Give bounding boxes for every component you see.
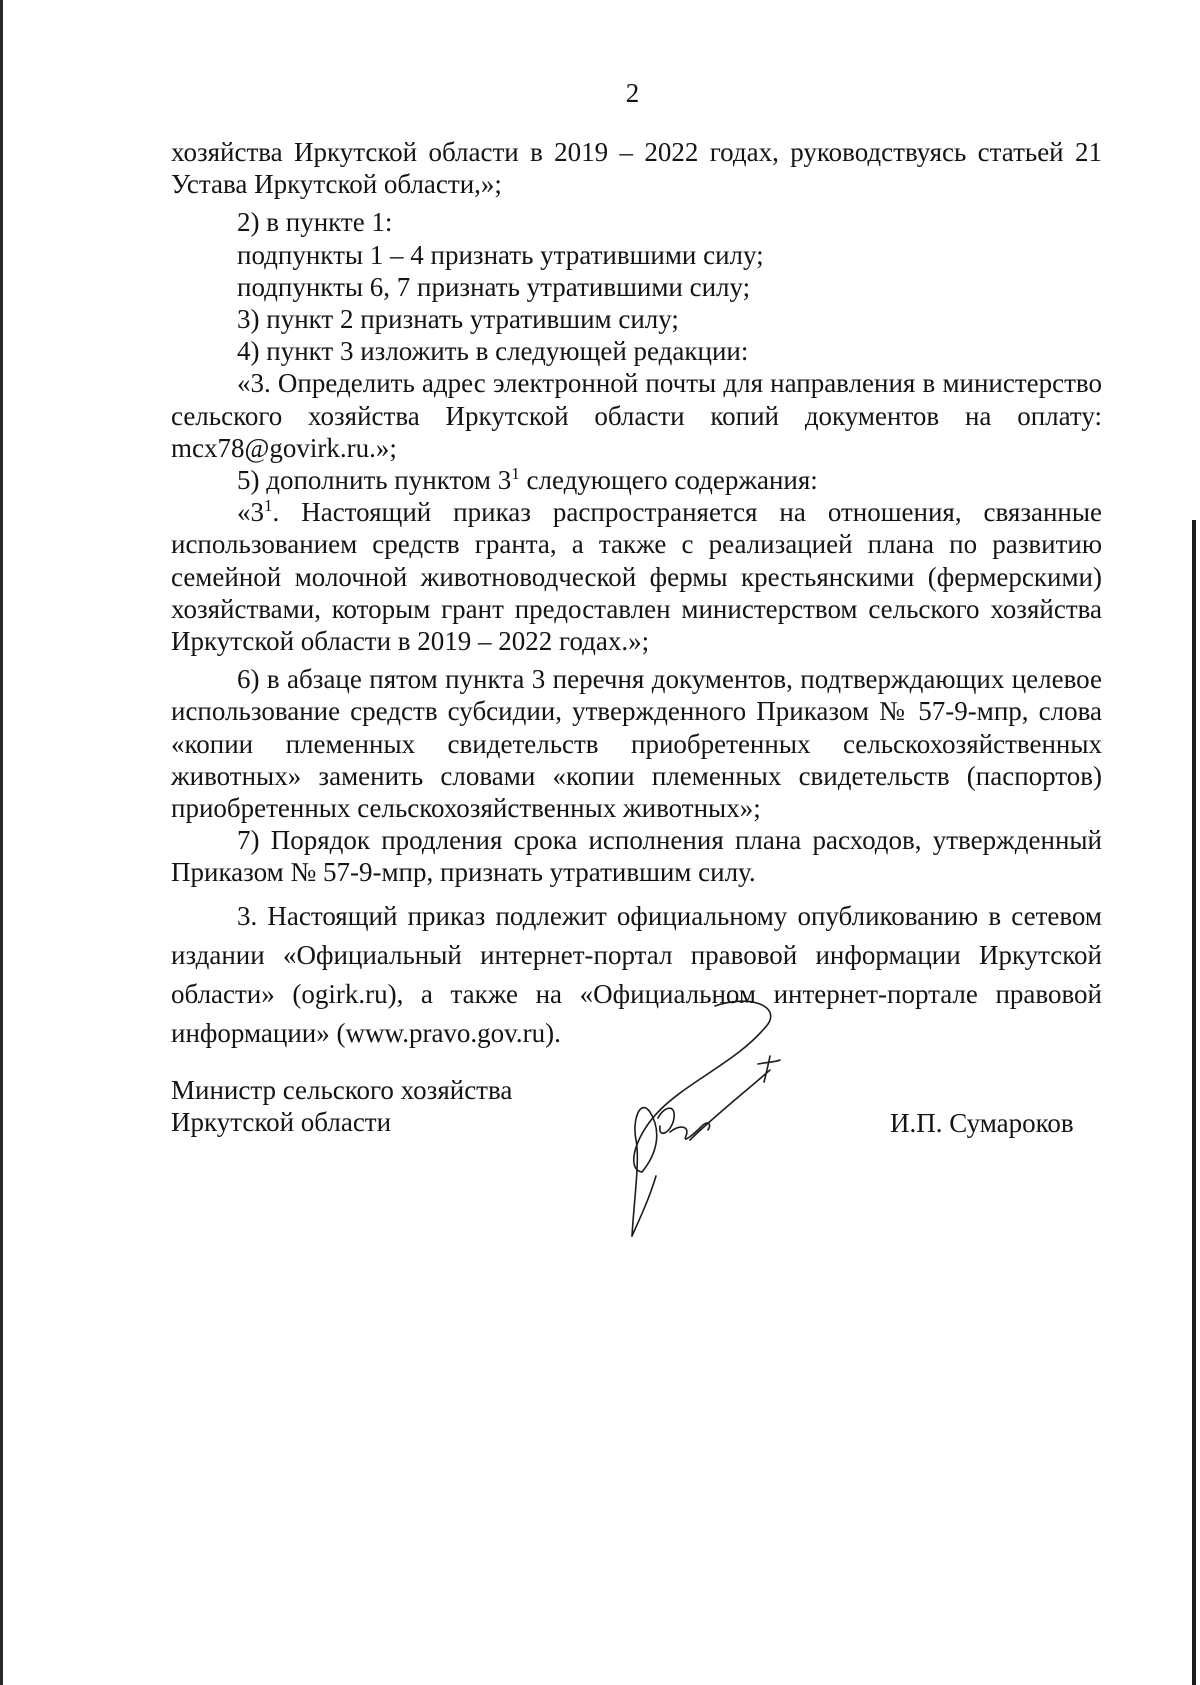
paragraph-3: подпункты 1 – 4 признать утратившими силу;	[237, 239, 764, 270]
paragraph-6: 4) пункт 3 изложить в следующей редакции:	[237, 336, 749, 367]
paragraph-7: «3. Определить адрес электронной почты для направления в министерство сельского хозяйства Иркутской области копий документов на оплату: mcx78@govirk.ru.»;	[171, 368, 1102, 463]
document-body	[171, 136, 1102, 1053]
superscript-mark: 1	[264, 496, 273, 516]
scan-edge-right	[1192, 520, 1196, 1685]
signatory-title-line-2: Иркутской области	[171, 1107, 392, 1137]
paragraph-9	[171, 496, 1102, 657]
signer-name: И.П. Сумароков	[890, 1108, 1074, 1138]
scan-edge-left	[0, 0, 3, 1685]
paragraph-11: 7) Порядок продления срока исполнения плана расходов, утвержденный Приказом № 57-9-мпр, признать утратившим силу.	[171, 825, 1102, 888]
paragraph-8	[171, 464, 1102, 496]
paragraph-8-text-start: 5) дополнить пунктом 3	[237, 465, 512, 496]
paragraph-8-text-end: следующего содержания:	[519, 465, 818, 496]
paragraph-12: 3. Настоящий приказ подлежит официальному опубликованию в сетевом издании «Официальный интернет-портал правовой информации Иркутской области» (ogirk.ru), а также на «Официальном интернет-портале правовой информации» (www.pravo.gov.ru).	[171, 900, 1102, 1048]
paragraph-4: подпункты 6, 7 признать утратившими силу;	[237, 271, 751, 302]
signatory-title	[171, 1074, 512, 1138]
signatory-title-line-1: Министр сельского хозяйства	[171, 1075, 513, 1105]
paragraph-10: 6) в абзаце пятом пункта 3 перечня документов, подтверждающих целевое использование средств субсидии, утвержденного Приказом № 57-9-мпр, слова «копии племенных свидетельств приобретенных сельскохозяйственных животных» заменить словами «копии племенных свидетельств (паспортов) приобретенных сельскохозяйственных животных»;	[171, 664, 1102, 824]
superscript-mark: 1	[511, 464, 520, 484]
paragraph-2: 2) в пункте 1:	[237, 207, 393, 238]
paragraph-9-text-end: . Настоящий приказ распространяется на отношения, связанные использованием средств гранта, а также с реализацией плана по развитию семейной молочной животноводческой фермы крестьянскими (фермерскими) хозяйствами, которым грант предоставлен министерством сельского хозяйства Иркутской области в 2019 – 2022 годах.»;	[171, 497, 1102, 657]
page-number: 2	[625, 78, 640, 108]
paragraph-1: хозяйства Иркутской области в 2019 – 2022 годах, руководствуясь статьей 21 Устава Иркутской области,»;	[171, 137, 1102, 200]
handwritten-signature	[620, 1000, 790, 1240]
paragraph-5: 3) пункт 2 признать утратившим силу;	[237, 304, 679, 335]
paragraph-9-text-start: «3	[237, 497, 264, 528]
